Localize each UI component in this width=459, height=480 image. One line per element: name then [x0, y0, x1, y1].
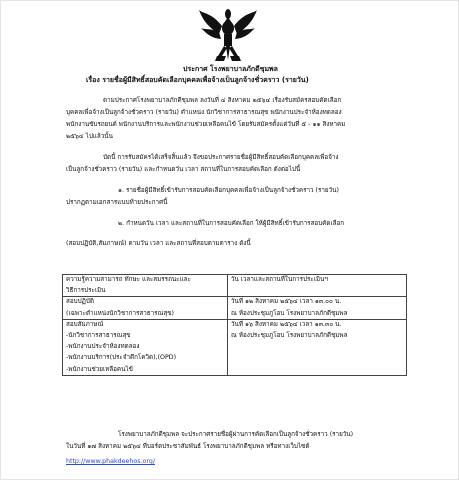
- table-header-row: [63, 275, 407, 297]
- cell-line: วันที่ ๑๖ สิงหาคม ๒๕๖๔ เวลา ๑๓.๓๐ น.: [231, 320, 342, 328]
- cell-line: -พนักงานประจำห้องทดลอง: [66, 343, 140, 351]
- table-header-left-line: วิธีการประเมิน: [66, 287, 106, 295]
- table-header-right-line: วัน เวลาและสถานที่ในการประเมินฯ: [231, 276, 328, 283]
- table-header-left: [63, 275, 228, 297]
- paragraph-1-line-1: ตามประกาศโรงพยาบาลภักดีชุมพล ลงวันที่ ๔ สิงหาคม ๒๕๖๔ เรื่องรับสมัครสอบคัดเลือก: [103, 97, 342, 104]
- cell-line: -นักวิชาการสาธารณสุข: [66, 332, 131, 340]
- item-1-line-1: ๑. รายชื่อผู้มีสิทธิ์เข้ารับการสอบคัดเลือกบุคคลเพื่อจ้างเป็นลูกจ้างชั่วคราว (รายวัน): [118, 187, 339, 194]
- announcement-subject: เรื่อง รายชื่อผู้มีสิทธิ์สอบคัดเลือกบุคคลเพื่อจ้างเป็นลูกจ้างชั่วคราว (รายวัน): [86, 76, 309, 84]
- cell-line: -พนักงานช่วยเหลือคนไข้: [66, 365, 133, 373]
- cell-line: สอบสัมภาษณ์: [66, 320, 104, 328]
- table-header-left-line: ความรู้ความสามารถ ทักษะ และสมรรถนะและ: [66, 276, 191, 283]
- table-cell-method: [63, 297, 228, 319]
- cell-line: วันที่ ๑๒ สิงหาคม ๒๕๖๔ เวลา ๑๓.๐๐ น.: [231, 298, 342, 306]
- paragraph-2-line-2: เป็นลูกจ้างชั่วคราว (รายวัน) และกำหนดวัน เวลา สถานที่ในการสอบคัดเลือก ดังต่อไปนี้: [66, 166, 301, 173]
- schedule-table: [62, 274, 407, 376]
- footer-line-1: โรงพยาบาลภักดีชุมพล จะประกาศรายชื่อผู้ผ่านการคัดเลือกเป็นลูกจ้างชั่วคราว (รายวัน): [118, 431, 354, 438]
- paragraph-2-line-1: บัดนี้ การรับสมัครได้เสร็จสิ้นแล้ว จึงขอประกาศรายชื่อผู้มีสิทธิ์สอบคัดเลือกบุคคลเพื่อจ้าง: [103, 154, 339, 161]
- footer-line-2: ในวันที่ ๑๗ สิงหาคม ๒๕๖๔ ที่บอร์ดประชาสัมพันธ์ โรงพยาบาลภักดีชุมพล หรือทางเว็บไซต์: [66, 443, 310, 450]
- cell-line: ณ ห้องประชุมภูโอบ โรงพยาบาลภักดีชุมพล: [231, 332, 348, 340]
- paragraph-1-line-3: พนักงานขับรถยนต์ พนักงานบริการและพนักงานช่วยเหลือคนไข้ โดยรับสมัครตั้งแต่วันที่ ๕ - ๑๑ สิงหาคม: [66, 121, 346, 128]
- garuda-emblem-icon: [197, 6, 259, 64]
- website-link[interactable]: http://www.phakdeehos.org/: [66, 458, 155, 465]
- table-cell-method: [63, 319, 228, 375]
- cell-line: สอบปฏิบัติ: [66, 298, 94, 306]
- table-cell-schedule: [228, 319, 407, 375]
- item-2-line-2: (สอบปฏิบัติ,สัมภาษณ์) ตามวัน เวลา และสถานที่สอบตามตาราง ดังนี้: [66, 240, 251, 247]
- table-row: [63, 319, 407, 375]
- paragraph-1-line-4: ๒๕๖๔ ไปแล้วนั้น: [66, 133, 113, 140]
- table-cell-schedule: [228, 297, 407, 319]
- table-row: [63, 297, 407, 319]
- item-2-line-1: ๒. กำหนดวัน เวลา และสถานที่ในการสอบคัดเลือก ให้ผู้มีสิทธิ์เข้ารับการสอบคัดเลือก: [118, 220, 345, 227]
- announcement-title: ประกาศ โรงพยาบาลภักดีชุมพล: [183, 65, 278, 73]
- cell-line: ณ ห้องประชุมภูโอบ โรงพยาบาลภักดีชุมพล: [231, 309, 348, 317]
- table-header-right: [228, 275, 407, 297]
- cell-line: (เฉพาะตำแหน่งนักวิชาการสาธารณสุข): [66, 309, 174, 317]
- cell-line: -พนักงานบริการ(ประจำตึกโควิด),(OPD): [66, 354, 177, 362]
- paragraph-1-line-2: บุคคลเพื่อจ้างเป็นลูกจ้างชั่วคราว (รายวัน) ตำแหน่ง นักวิชาการสาธารณสุข พนักงานประจำห้องทดลอง: [66, 109, 342, 116]
- item-1-line-2: ปรากฏตามเอกสารแนบท้ายประกาศนี้: [66, 199, 168, 206]
